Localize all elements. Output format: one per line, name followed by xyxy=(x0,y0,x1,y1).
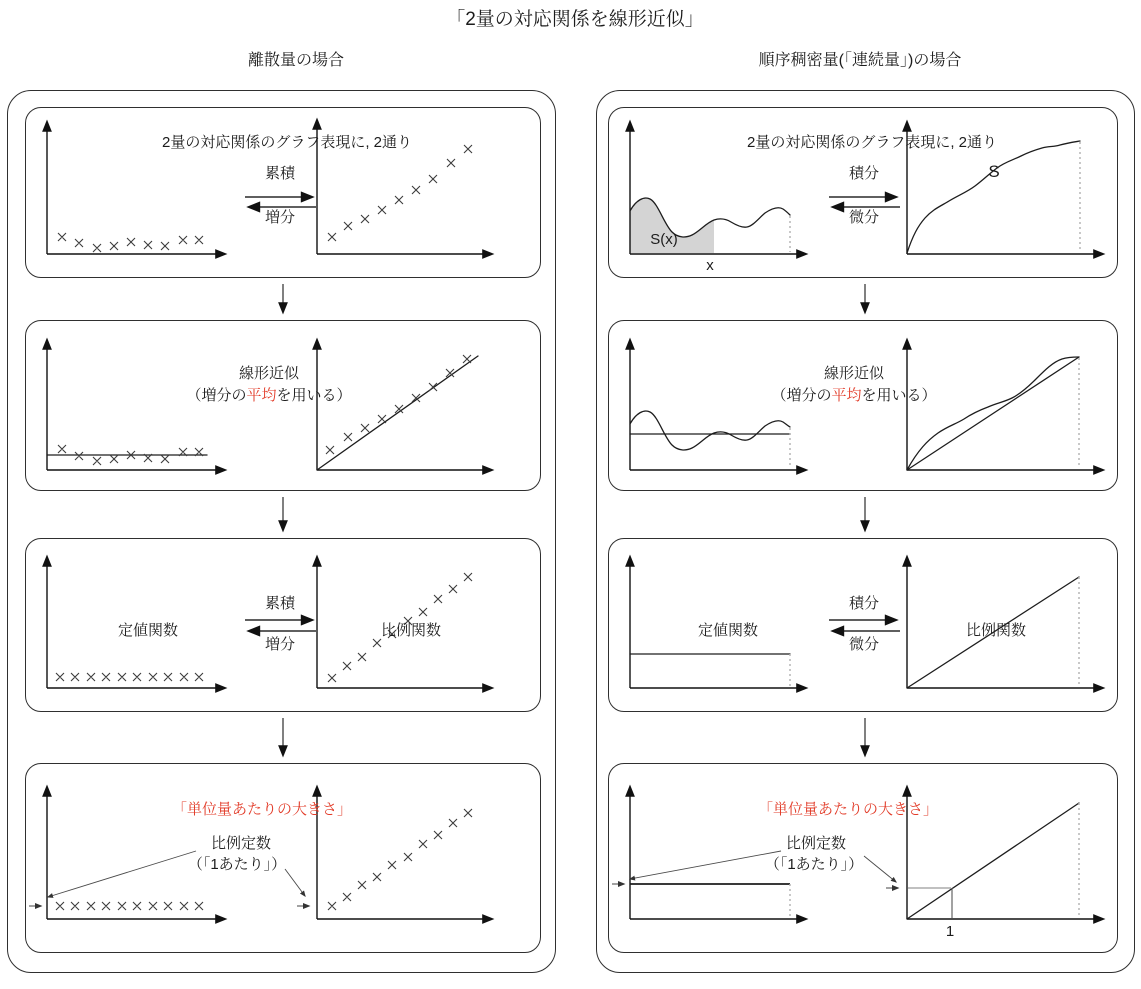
continuous-step2-caption-line1: 線形近似 xyxy=(823,365,885,382)
discrete-step1-caption: 2量の対応関係のグラフ表現に, 2通り xyxy=(161,134,413,151)
continuous-column-header: 順序稠密量(「連続量」)の場合 xyxy=(758,52,962,69)
flow-arrows xyxy=(283,284,865,755)
caption-post: を用いる） xyxy=(276,387,352,404)
discrete-backward-op-label: 増分 xyxy=(264,209,296,226)
cumulative-curve-label: S xyxy=(988,162,1000,181)
constant-function-label: 定値関数 xyxy=(117,622,179,639)
proportional-function-label: 比例関数 xyxy=(380,622,442,639)
unit-tick-label: 1 xyxy=(945,923,955,940)
continuous-step3-transform-arrows xyxy=(829,620,900,631)
area-label: S(x) xyxy=(650,231,678,248)
proportional-function-label: 比例関数 xyxy=(965,622,1027,639)
discrete-forward-op-label: 累積 xyxy=(264,165,296,182)
continuous-forward-op-label: 積分 xyxy=(848,595,880,612)
discrete-step2-caption-line2 xyxy=(186,387,351,406)
continuous-step1-transform-arrows xyxy=(829,197,900,207)
caption-red-word: 平均 xyxy=(831,387,862,404)
unit-rate-red-caption: 「単位量あたりの大きさ」 xyxy=(171,801,353,818)
discrete-column-header: 離散量の場合 xyxy=(247,52,345,69)
constant-function-label: 定値関数 xyxy=(697,622,759,639)
discrete-forward-op-label: 累積 xyxy=(264,595,296,612)
continuous-step1-caption: 2量の対応関係のグラフ表現に, 2通り xyxy=(746,134,998,151)
caption-post: を用いる） xyxy=(861,387,937,404)
x-axis-label: x xyxy=(706,257,714,274)
page-title: 「2量の対応関係を線形近似」 xyxy=(446,9,704,30)
caption-red-word: 平均 xyxy=(246,387,277,404)
discrete-backward-op-label: 増分 xyxy=(264,636,296,653)
continuous-step2-caption-line2 xyxy=(771,387,936,406)
unit-rate-red-caption: 「単位量あたりの大きさ」 xyxy=(757,801,939,818)
caption-pre: （増分の xyxy=(186,387,247,404)
continuous-forward-op-label: 積分 xyxy=(848,165,880,182)
proportional-constant-label: 比例定数 xyxy=(785,835,847,852)
proportional-constant-label: 比例定数 xyxy=(210,835,272,852)
continuous-backward-op-label: 微分 xyxy=(848,636,880,653)
discrete-step3-transform-arrows xyxy=(245,620,316,631)
per-unit-label: （「1あたり」） xyxy=(764,856,864,873)
discrete-step1-transform-arrows xyxy=(245,197,316,207)
discrete-step2-caption-line1: 線形近似 xyxy=(238,365,300,382)
caption-pre: （増分の xyxy=(771,387,832,404)
continuous-backward-op-label: 微分 xyxy=(848,209,880,226)
per-unit-label: （「1あたり」） xyxy=(187,856,287,873)
